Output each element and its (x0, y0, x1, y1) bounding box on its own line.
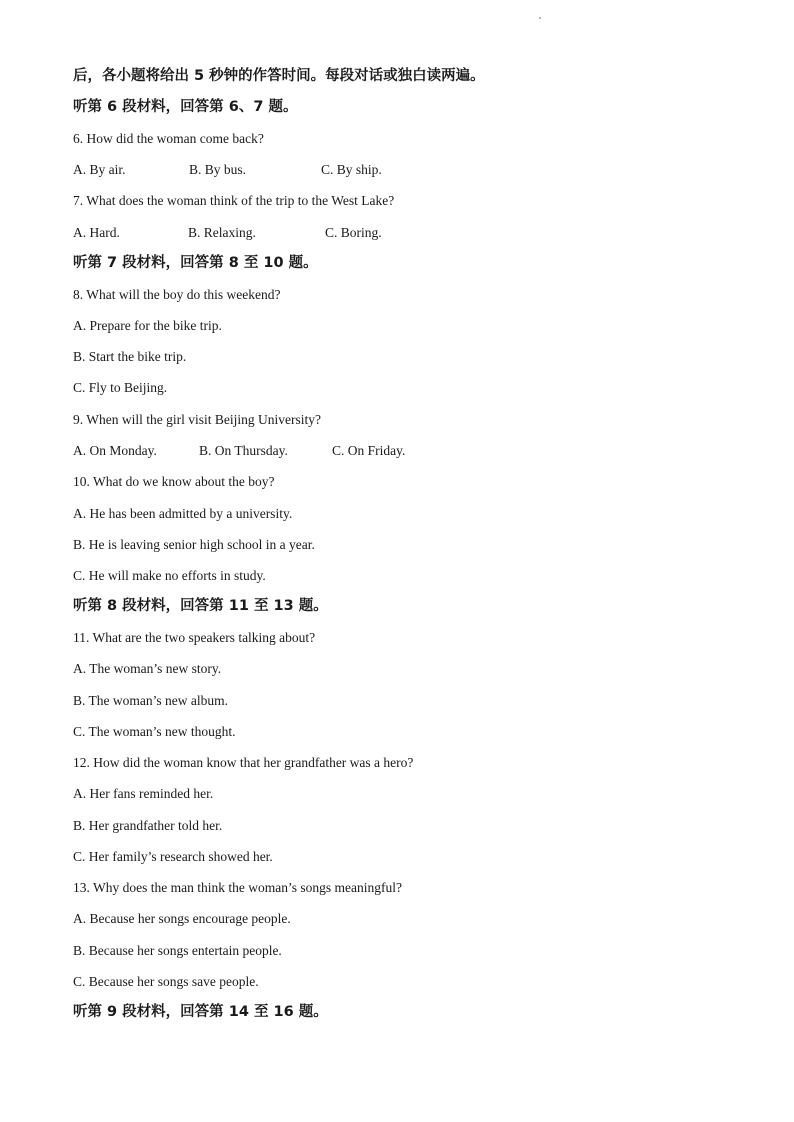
section-heading-8: 听第 8 段材料，回答第 11 至 13 题。 (73, 598, 328, 614)
option-7c: C. Boring. (325, 225, 382, 240)
option-9c: C. On Friday. (332, 443, 406, 458)
option-10a: A. He has been admitted by a university. (73, 506, 293, 521)
option-13b: B. Because her songs entertain people. (73, 943, 282, 958)
question-stem-13: 13. Why does the man think the woman’s songs meaningful? (73, 880, 402, 895)
option-8b: B. Start the bike trip. (73, 349, 187, 364)
instruction-continuation: 后，各小题将给出 5 秒钟的作答时间。每段对话或独白读两遍。 (73, 68, 485, 84)
question-stem-11: 11. What are the two speakers talking about? (73, 630, 316, 645)
question-stem-7: 7. What does the woman think of the trip to the West Lake? (73, 193, 395, 208)
scan-speck (539, 17, 541, 19)
question-stem-8: 8. What will the boy do this weekend? (73, 287, 281, 302)
option-12b: B. Her grandfather told her. (73, 818, 223, 833)
section-heading-6: 听第 6 段材料，回答第 6、7 题。 (73, 99, 298, 115)
option-12a: A. Her fans reminded her. (73, 786, 214, 801)
option-10c: C. He will make no efforts in study. (73, 568, 266, 583)
option-6b: B. By bus. (189, 162, 247, 177)
option-11b: B. The woman’s new album. (73, 693, 228, 708)
option-7a: A. Hard. (73, 225, 120, 240)
option-8c: C. Fly to Beijing. (73, 380, 168, 395)
question-stem-6: 6. How did the woman come back? (73, 131, 264, 146)
option-6a: A. By air. (73, 162, 126, 177)
question-stem-9: 9. When will the girl visit Beijing University? (73, 412, 321, 427)
option-11c: C. The woman’s new thought. (73, 724, 236, 739)
option-11a: A. The woman’s new story. (73, 661, 222, 676)
option-12c: C. Her family’s research showed her. (73, 849, 273, 864)
question-stem-12: 12. How did the woman know that her grandfather was a hero? (73, 755, 414, 770)
section-heading-9: 听第 9 段材料，回答第 14 至 16 题。 (73, 1004, 328, 1020)
option-13a: A. Because her songs encourage people. (73, 911, 291, 926)
option-8a: A. Prepare for the bike trip. (73, 318, 222, 333)
option-9b: B. On Thursday. (199, 443, 288, 458)
option-6c: C. By ship. (321, 162, 382, 177)
option-10b: B. He is leaving senior high school in a year. (73, 537, 315, 552)
option-7b: B. Relaxing. (188, 225, 256, 240)
question-stem-10: 10. What do we know about the boy? (73, 474, 275, 489)
option-13c: C. Because her songs save people. (73, 974, 259, 989)
option-9a: A. On Monday. (73, 443, 157, 458)
section-heading-7: 听第 7 段材料，回答第 8 至 10 题。 (73, 255, 318, 271)
